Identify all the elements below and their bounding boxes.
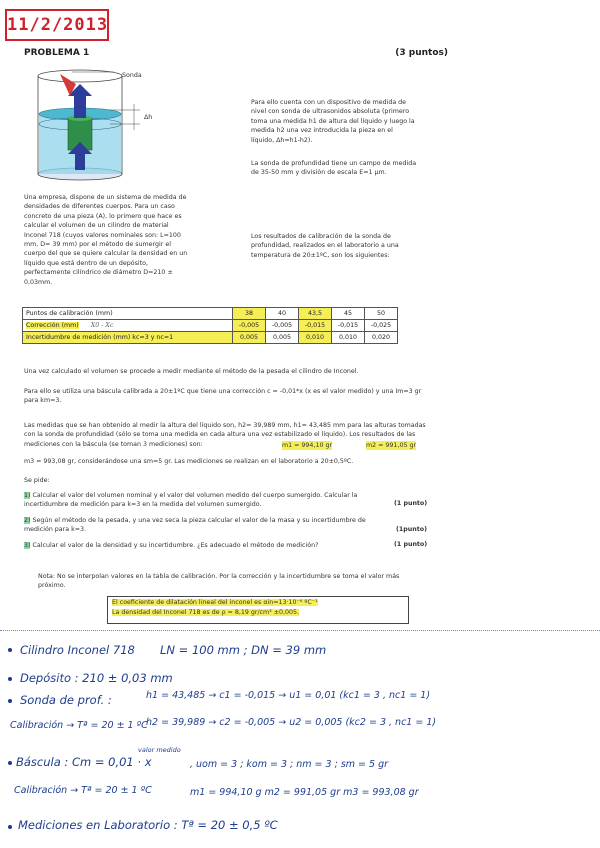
hand-sonda-row1: h1 = 43,485 → c1 = -0,015 → u1 = 0,01 (kc1 = 3 , nc1 = 1) (146, 690, 431, 701)
body-p2: Para ello se utiliza una báscula calibrada a 20±1ºC que tiene una corrección c = -0,01*x (x es el valor medido) y una Im=3 gr para km=3. (24, 388, 422, 405)
constants-box (107, 596, 409, 624)
table-cell: 43,5 (299, 308, 332, 320)
hand-cilindro: Cilindro Inconel 718 (20, 643, 135, 657)
question-number: 2) (24, 517, 31, 524)
right-intro-p3: Los resultados de calibración de la sonda de profundidad, realizados en el laboratorio a una temperatura de 20±1ºC, son los siguientes: (251, 233, 399, 259)
question-2-points: (1punto) (396, 526, 427, 533)
hand-sonda: Sonda de prof. : (20, 693, 112, 707)
body-p3: Las medidas que se han obtenido al medir la altura del líquido son, h2= 39,989 mm, h1= 43,485 mm para las alturas tomadas con la sonda de profundidad (sólo se toma una medida en cada altura una vez estabilizado el líquido). Los resultados de las mediciones con la báscula (se toman 3 mediciones) son: (24, 422, 426, 448)
row-label-points: Puntos de calibración (mm) (23, 308, 233, 320)
right-intro-p2: La sonda de profundidad tiene un campo de medida de 35-50 mm y división de escala E=1 µm. (251, 160, 417, 177)
mass-m1: m1 = 994,10 gr (282, 442, 333, 449)
table-cell: -0,025 (365, 320, 398, 332)
table-cell: -0,005 (233, 320, 266, 332)
problem-score: (3 puntos) (395, 48, 448, 58)
hand-bascula: Báscula : Cm = 0,01 · x (16, 755, 152, 769)
body-p1: Una vez calculado el volumen se procede a medir mediante el método de la pesada el cilindro de Inconel. (24, 368, 359, 375)
table-cell: 0,020 (365, 332, 398, 344)
table-cell: 0,010 (332, 332, 365, 344)
calibration-table (22, 307, 398, 344)
question-text: Según el método de la pesada, y una vez seca la pieza calcular el valor de la masa y su incertidumbre de medición para k=3. (24, 517, 366, 534)
bullet-icon (8, 761, 12, 765)
table-cell: 38 (233, 308, 266, 320)
table-cell: 45 (332, 308, 365, 320)
divider (0, 630, 600, 631)
questions-intro: Se pide: (24, 477, 50, 484)
hand-mediciones: Mediciones en Laboratorio : Tª = 20 ± 0,5 ºC (18, 818, 278, 832)
right-intro-p1: Para ello cuenta con un dispositivo de medida de nivel con sonda de ultrasonidos absoluta (primero toma una medida h1 de altura del líquido y luego la medida h2 una vez introducida la pieza en el líquido, Δh=h1-h2). (251, 99, 415, 144)
table-row (23, 332, 398, 344)
row-label-uncertainty: Incertidumbre de medición (mm) kc=3 y nc=1 (23, 332, 233, 344)
table-cell: 40 (266, 308, 299, 320)
hand-deposito: Depósito : 210 ± 0,03 mm (20, 671, 173, 685)
table-cell: 0,005 (266, 332, 299, 344)
date-stamp: 11/2/2013 (5, 9, 109, 41)
question-1-points: (1 punto) (394, 500, 428, 507)
mass-m2: m2 = 991,05 gr (366, 442, 417, 449)
row-label-correction: Corrección (mm) (26, 322, 79, 329)
table-cell: -0,015 (332, 320, 365, 332)
question-2 (24, 516, 390, 535)
hand-masses: m1 = 994,10 g m2 = 991,05 gr m3 = 993,08 gr (190, 787, 419, 798)
hand-sonda-calibration: Calibración → Tª = 20 ± 1 ºC (10, 720, 148, 731)
hand-bascula-vals: , uom = 3 ; kom = 3 ; nm = 3 ; sm = 5 gr (190, 759, 389, 770)
bullet-icon (8, 648, 12, 652)
box-line-1: El coeficiente de dilatación lineal del inconel es αin=13·10⁻⁶ ºC⁻¹ (112, 599, 318, 606)
box-line-2: La densidad del Inconel 718 es de ρ = 8,19 gr/cm³ ±0,005. (112, 609, 299, 616)
question-3 (24, 541, 390, 550)
table-cell: -0,015 (299, 320, 332, 332)
problem-title: PROBLEMA 1 (24, 48, 90, 58)
question-text: Calcular el valor de la densidad y su incertidumbre. ¿Es adecuado el método de medición? (32, 542, 319, 549)
figure-label-dh: Δh (144, 114, 153, 121)
table-row (23, 308, 398, 320)
question-3-points: (1 punto) (394, 541, 428, 548)
question-1 (24, 491, 374, 510)
tank-figure (30, 62, 160, 187)
question-number: 1) (24, 492, 31, 499)
note: Nota: No se interpolan valores en la tabla de calibración. Por la corrección y la incertidumbre se toma el valor más próximo. (38, 573, 400, 590)
figure-label-sonda: Sonda (122, 72, 142, 79)
bullet-icon (8, 699, 12, 703)
table-cell: 0,010 (299, 332, 332, 344)
bullet-icon (8, 677, 12, 681)
hand-sonda-row2: h2 = 39,989 → c2 = -0,005 → u2 = 0,005 (kc2 = 3 , nc1 = 1) (146, 717, 437, 728)
hand-bascula-calibration: Calibración → Tª = 20 ± 1 ºC (14, 785, 152, 796)
body-p4: m3 = 993,08 gr, considerándose una sm=5 gr. Las mediciones se realizan en el laboratorio a 20±0,5ºC. (24, 458, 354, 465)
table-cell: 50 (365, 308, 398, 320)
left-intro: Una empresa, dispone de un sistema de medida de densidades de diferentes cuerpos. Para un caso concreto de una pieza (A), lo primero que hace es calcular el volumen de un cilindro de material Inconel 718 (cuyos valores nominales son: L=100 mm, D= 39 mm) por el método de sumergir el cuerpo del que se quiere calcular la densidad en un líquido que está dentro de un depósito, perfectamente cilíndrico de diámetro D=210 ± 0,03mm. (24, 194, 188, 286)
formula: X0 - Xc (90, 322, 114, 329)
question-number: 3) (24, 542, 31, 549)
question-text: Calcular el valor del volumen nominal y el valor del volumen medido del cuerpo sumergido. Calcular la incertidumbre de medición para k=3 en la medida del volumen sumergido. (24, 492, 358, 509)
bullet-icon (8, 825, 12, 829)
hand-cilindro-vals: LN = 100 mm ; DN = 39 mm (160, 643, 327, 657)
table-cell: 0,005 (233, 332, 266, 344)
hand-valor-medido: valor medido (138, 746, 181, 754)
table-cell: -0,005 (266, 320, 299, 332)
table-row (23, 320, 398, 332)
